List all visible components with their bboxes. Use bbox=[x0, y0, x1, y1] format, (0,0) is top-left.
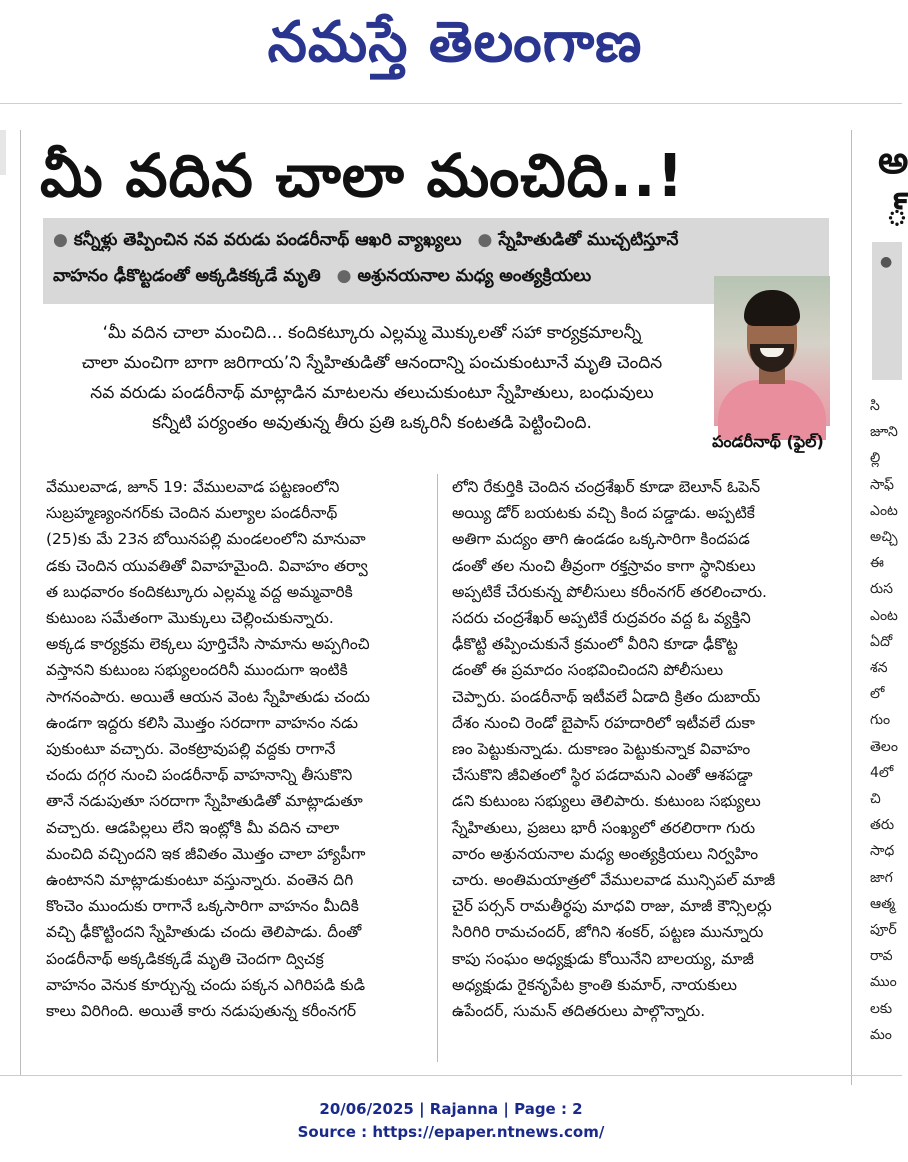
body-text-line: డని కుటుంబ సభ్యులు తెలిపారు. కుటుంబ సభ్యులు bbox=[452, 792, 761, 811]
body-text-line: పండరీనాథ్ అక్కడికక్కడే మృతి చెందగా ద్విచక్ర bbox=[46, 949, 324, 968]
body-text-line: సాగనంపారు. అయితే ఆయన వెంట స్నేహితుడు చందు bbox=[46, 687, 371, 706]
newspaper-title: నమస్తే తెలంగాణ bbox=[267, 10, 643, 75]
body-text-line: కాపు సంఘం అధ్యక్షుడు కోయినేని బాలయ్య, మాజీ bbox=[452, 949, 754, 968]
body-text-line: కాలు విరిగింది. అయితే కారు నడుపుతున్న కరీంనగర్ bbox=[46, 1002, 357, 1021]
adjacent-text-line: తెలం bbox=[870, 738, 898, 755]
source-link[interactable]: Source : https://epaper.ntnews.com/ bbox=[297, 1123, 605, 1141]
body-text-line: వచ్చారు. ఆడపిల్లలు లేని ఇంట్లోకి మీ వదిన చాలా bbox=[46, 818, 340, 837]
body-text-line: ఉంటానని మాట్లాడుకుంటూ వస్తున్నారు. వంతెన దిగి bbox=[46, 871, 354, 890]
right-column-rule bbox=[851, 130, 852, 1085]
deck-line-2 bbox=[53, 266, 591, 290]
adjacent-text-line: ఎంట bbox=[870, 502, 898, 519]
body-text-line: కొంచెం ముందుకు రాగానే ఒక్కసారిగా వాహనం మీదికి bbox=[46, 897, 359, 916]
adjacent-text-line: చి bbox=[870, 791, 881, 807]
body-text-line: అయ్యి డోర్ బయటకు వచ్చి కింద పడ్డాడు. అప్పటికే bbox=[452, 504, 755, 523]
adjacent-text-line: ముం bbox=[870, 974, 897, 991]
adjacent-text-line: గుం bbox=[870, 712, 891, 729]
portrait-photo bbox=[714, 276, 830, 426]
bullet-dot-icon: ● bbox=[477, 230, 493, 250]
adjacent-text-line: లో bbox=[870, 686, 885, 703]
article-deck bbox=[43, 218, 829, 304]
adjacent-text-line: శన bbox=[870, 660, 888, 676]
adjacent-text-line: సాధ bbox=[870, 843, 895, 860]
body-text-line: ఉపేందర్, సుమన్ తదితరులు పాల్గొన్నారు. bbox=[452, 1002, 706, 1021]
body-text-line: వచ్చి ఢీకొట్టిందని స్నేహితుడు చందు తెలిపాడు. దీంతో bbox=[46, 923, 362, 942]
body-text-line: చారు. అంతిమయాత్రలో వేములవాడ మున్సిపల్ మాజీ bbox=[452, 871, 776, 890]
body-text-line: దేశం నుంచి రెండో బైపాస్ రహదారిలో ఇటీవలే దుకా bbox=[452, 713, 755, 732]
body-text-line: కుటుంబ సమేతంగా మొక్కులు చెల్లించుకున్నారు. bbox=[46, 609, 334, 628]
deck-item: అశ్రునయనాల మధ్య అంత్యక్రియలు bbox=[357, 266, 592, 286]
body-text-line: లోని రేకుర్తికి చెందిన చంద్రశేఖర్ కూడా బెలూన్ ఓపెన్ bbox=[452, 478, 761, 496]
body-text-line: స్నేహితులు, ప్రజలు భారీ సంఖ్యలో తరలిరాగా గురు bbox=[452, 818, 756, 837]
deck-item: కన్నీళ్లు తెప్పించిన నవ వరుడు పండరీనాథ్ ఆఖరి వ్యాఖ్యలు bbox=[73, 230, 462, 250]
adjacent-text-line: రుస bbox=[870, 581, 893, 598]
body-text-line: సుబ్రహ్మణ్యంనగర్‌కు చెందిన మల్యాల పండరీనాథ్ bbox=[46, 504, 338, 523]
photo-caption: పండరీనాథ్ (ఫైల్) bbox=[712, 432, 824, 451]
column-divider bbox=[437, 474, 438, 1062]
adjacent-text-line: సి bbox=[870, 398, 880, 414]
deck-item: స్నేహితుడితో ముచ్చటిస్తూనే bbox=[498, 230, 679, 250]
masthead-divider bbox=[0, 103, 902, 104]
body-text-line: అతిగా మద్యం తాగి ఉండడం ఒక్కసారిగా కిందపడ bbox=[452, 530, 750, 549]
adjacent-text-line: అచ్చి bbox=[870, 529, 898, 545]
bullet-dot-icon: ● bbox=[880, 254, 893, 270]
left-edge-strip bbox=[0, 130, 6, 175]
body-text-line: చైర్ పర్సన్ రామతీర్థపు మాధవి రాజు, మాజీ కౌన్సిలర్లు bbox=[452, 897, 772, 916]
body-text-line: వారం అశ్రునయనాల మధ్య అంత్యక్రియలు నిర్వహిం bbox=[452, 844, 759, 863]
body-text-line: వస్తానని కుటుంబ సభ్యులందరినీ ముందుగా ఇంటికి bbox=[46, 661, 348, 680]
body-text-line: తానే నడుపుతూ సరదాగా స్నేహితుడితో మాట్లాడుతూ bbox=[46, 792, 363, 811]
masthead bbox=[0, 0, 902, 100]
adjacent-text-line: ఆత్మ bbox=[870, 895, 895, 912]
body-text-line: ఢీకొట్టి తప్పించుకునే క్రమంలో వీరిని కూడా ఢీకొట్ట bbox=[452, 635, 738, 654]
body-text-line: అక్కడ కార్యక్రమ లెక్కలు పూర్తిచేసి సామాను అప్పగించి bbox=[46, 635, 370, 654]
body-text-line: ఉండగా ఇద్దరు కలిసి మొత్తం సరదాగా వాహనం నడు bbox=[46, 713, 358, 732]
article-body-left-column bbox=[46, 474, 422, 1024]
body-text-line: చేసుకొని జీవితంలో స్థిర పడదామని ఎంతో ఆశపడ్డా bbox=[452, 766, 753, 785]
body-text-line: ణం పెట్టుకున్నాడు. దుకాణం పెట్టుకున్నాక వివాహం bbox=[452, 740, 751, 759]
body-text-line: (25)కు మే 23న బోయినపల్లి మండలంలోని మానువా bbox=[46, 530, 366, 549]
footer-divider bbox=[0, 1075, 902, 1076]
intro-line: ‘మీ వదిన చాలా మంచిది... కందికట్కూరు ఎల్లమ్మ మొక్కులతో సహా కార్యక్రమాలన్నీ bbox=[102, 323, 642, 343]
body-text-line: చందు దగ్గర నుంచి పండరీనాథ్ వాహనాన్ని తీసుకొని bbox=[46, 766, 353, 785]
adjacent-text-line: ఏదో bbox=[870, 633, 893, 650]
adjacent-text-line: 4లో bbox=[870, 764, 894, 781]
adjacent-story bbox=[856, 130, 908, 1090]
body-text-line: డంతో ఈ ప్రమాదం సంభవించిందని పోలీసులు bbox=[452, 661, 724, 680]
intro-line: నవ వరుడు పండరీనాథ్ మాట్లాడిన మాటలను తలుచుకుంటూ స్నేహితులు, బంధువులు bbox=[90, 383, 654, 403]
adjacent-text-line: జాగ bbox=[870, 869, 893, 886]
adjacent-headline: అ bbox=[878, 138, 908, 182]
edition-info: 20/06/2025 | Rajanna | Page : 2 bbox=[319, 1100, 583, 1118]
body-text-line: మంచిది వచ్చిందని ఇక జీవితం మొత్తం చాలా హ్యాపీగా bbox=[46, 844, 366, 863]
body-text-line: డకు చెందిన యువతితో వివాహమైంది. వివాహం తర్వా bbox=[46, 556, 368, 575]
body-text-line: త బుధవారం కందికట్కూరు ఎల్లమ్మ వద్ద అమ్మవారికి bbox=[46, 582, 353, 601]
body-text-line: వాహనం వెనుక కూర్చున్న చందు పక్కన ఎగిరిపడి కుడి bbox=[46, 975, 366, 994]
body-text-line: సిరిగిరి రామచందర్, జోగిని శంకర్, పట్టణ మున్నూరు bbox=[452, 923, 764, 942]
body-text-line: చెప్పారు. పండరీనాథ్ ఇటీవలే ఏడాది క్రితం దుబాయ్ bbox=[452, 687, 761, 706]
adjacent-text-line: జూని bbox=[870, 424, 898, 441]
adjacent-text-line: ఎంట bbox=[870, 607, 898, 624]
article-intro bbox=[40, 318, 704, 438]
bullet-dot-icon: ● bbox=[336, 266, 352, 286]
intro-line: కన్నీటి పర్యంతం అవుతున్న తీరు ప్రతి ఒక్కరినీ కంటతడి పెట్టించింది. bbox=[152, 413, 592, 433]
body-text-line: సదరు చంద్రశేఖర్ అప్పటికే రుద్రవరం వద్ద ఓ వ్యక్తిని bbox=[452, 609, 751, 628]
adjacent-text-line: ఈ bbox=[870, 555, 884, 572]
body-text-line: వేములవాడ, జూన్ 19: వేములవాడ పట్టణంలోని bbox=[46, 478, 340, 496]
adjacent-text-line: సాఫ్ bbox=[870, 476, 894, 493]
left-column-rule bbox=[20, 130, 21, 1075]
article-headline: మీ వదిన చాలా మంచిది..! bbox=[40, 141, 685, 210]
adjacent-text-line: పూర్ bbox=[870, 922, 897, 938]
adjacent-text-line: తరు bbox=[870, 817, 895, 834]
body-text-line: డంతో తల నుంచి తీవ్రంగా రక్తస్రావం కాగా స్థానికులు bbox=[452, 556, 756, 575]
intro-line: చాలా మంచిగా బాగా జరిగాయ’ని స్నేహితుడితో ఆనందాన్ని పంచుకుంటూనే మృతి చెందిన bbox=[81, 353, 663, 373]
body-text-line: అప్పటికే చేరుకున్న పోలీసులు కరీంనగర్ తరలించారు. bbox=[452, 582, 767, 601]
body-text-line: అధ్యక్షుడు రైకనృపేట క్రాంతి కుమార్, నాయకులు bbox=[452, 975, 738, 994]
bullet-dot-icon: ● bbox=[53, 230, 68, 250]
adjacent-text-line: మం bbox=[870, 1026, 892, 1043]
adjacent-text-line: లకు bbox=[870, 1000, 893, 1017]
adjacent-text-line: ల్లి bbox=[870, 450, 881, 467]
article-body-right-column bbox=[452, 474, 832, 1024]
deck-item: వాహనం ఢీకొట్టడంతో అక్కడికక్కడే మృతి bbox=[53, 266, 321, 286]
adjacent-headline-line2: ్ bbox=[886, 190, 908, 234]
adjacent-text-line: రావ bbox=[870, 948, 893, 965]
body-text-line: పుకుంటూ వచ్చారు. వెంకట్రావుపల్లి వద్దకు రాగానే bbox=[46, 740, 336, 759]
deck-line-1 bbox=[53, 230, 678, 254]
